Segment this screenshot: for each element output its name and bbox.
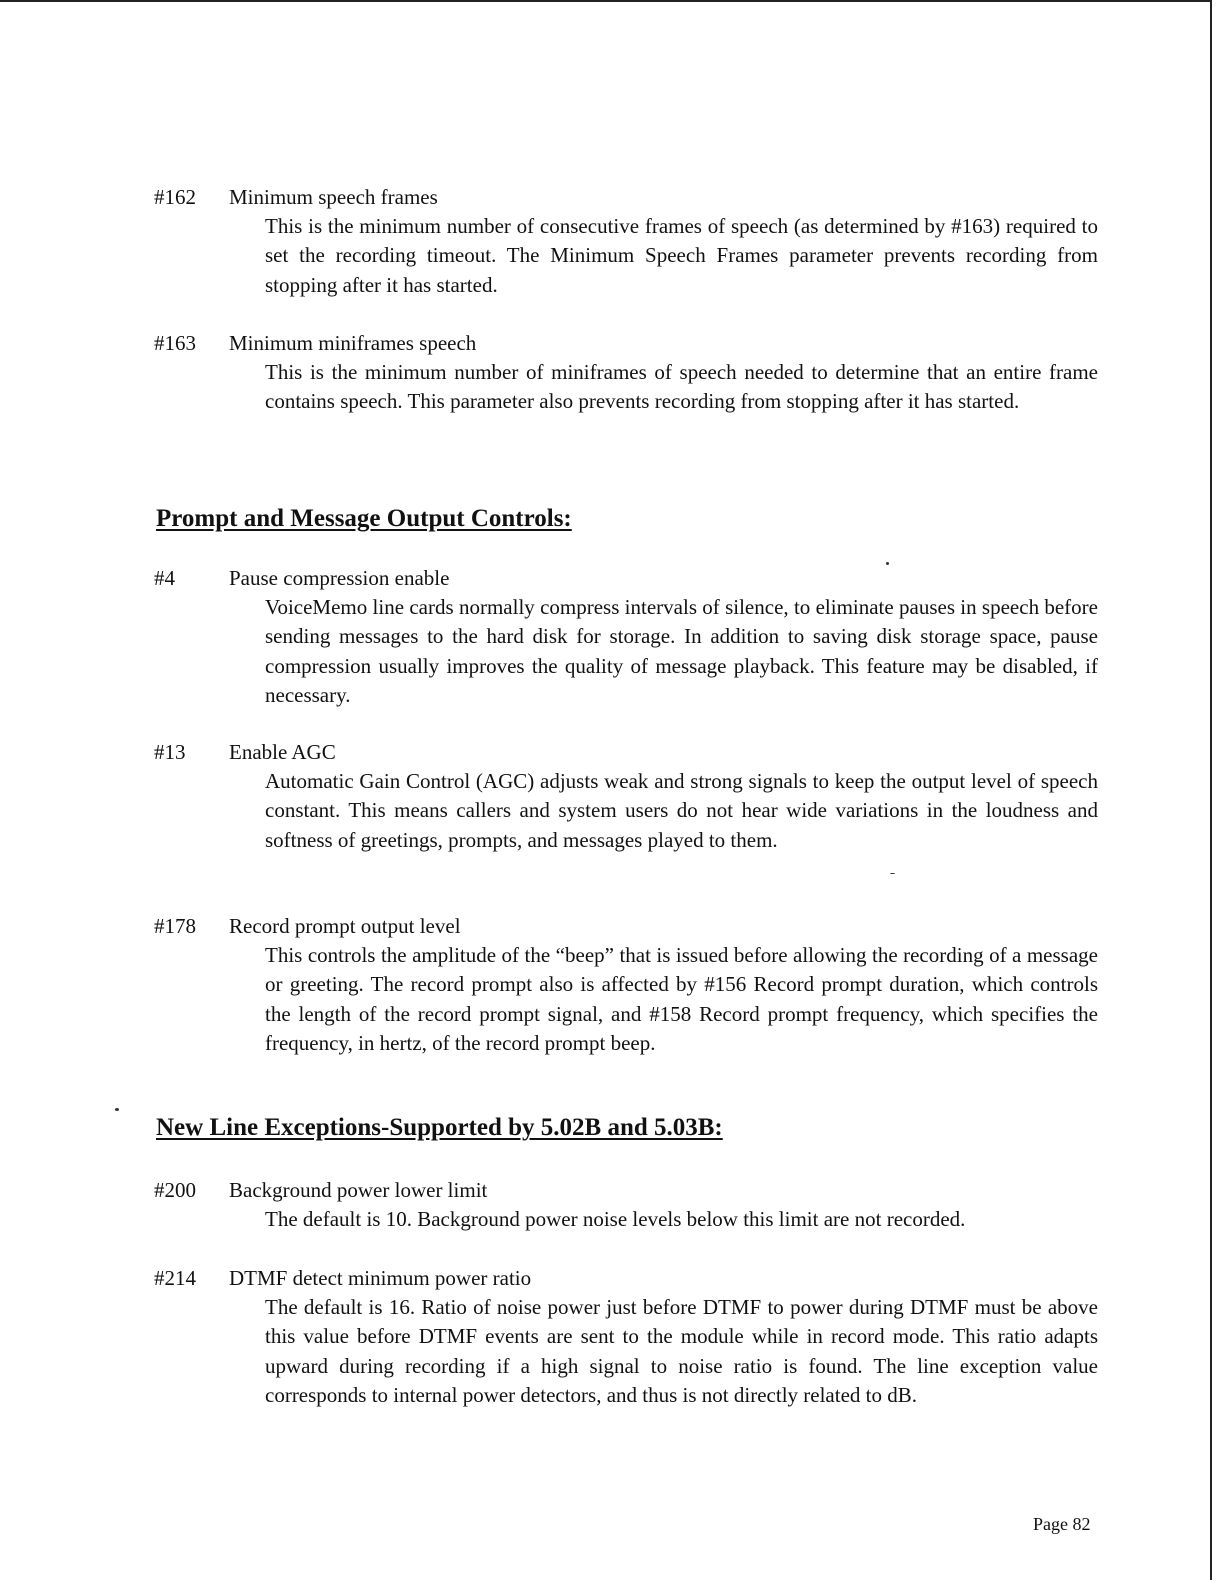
scan-speck [890, 873, 895, 874]
entry-number: #178 [154, 914, 196, 938]
entry-number: #200 [154, 1178, 196, 1202]
entry-title: Minimum miniframes speech [229, 331, 477, 355]
section-heading-prompt-message-output: Prompt and Message Output Controls: [156, 505, 572, 532]
entry-title: Enable AGC [229, 740, 336, 764]
entry-title: Minimum speech frames [229, 185, 438, 209]
entry-description: The default is 10. Background power noise levels below this limit are not recorded. [265, 1207, 966, 1231]
entry-description: This is the minimum number of consecutive frames of speech (as determined by #163) required to set the recording timeout. The Minimum Speech Frames parameter prevents recording from stopping after it has started. [265, 214, 1098, 297]
entry-title: Record prompt output level [229, 914, 461, 938]
section-heading-new-line-exceptions: New Line Exceptions-Supported by 5.02B and 5.03B: [156, 1114, 723, 1141]
entry-number: #163 [154, 331, 196, 355]
scan-speck [886, 562, 889, 565]
entry-title: Background power lower limit [229, 1178, 488, 1202]
entry-title: DTMF detect minimum power ratio [229, 1266, 532, 1290]
entry-number: #13 [154, 740, 186, 764]
entry-description: The default is 16. Ratio of noise power just before DTMF to power during DTMF must be above this value before DTMF events are sent to the module while in record mode. This ratio adapts upward during recording if a high signal to noise ratio is found. The line exception value corresponds to internal power detectors, and thus is not directly related to dB. [265, 1295, 1098, 1407]
entry-description: VoiceMemo line cards normally compress intervals of silence, to eliminate pauses in speech before sending messages to the hard disk for storage. In addition to saving disk storage space, pause compression usually improves the quality of message playback. This feature may be disabled, if necessary. [265, 595, 1098, 707]
entry-title: Pause compression enable [229, 566, 450, 590]
entry-description: This is the minimum number of miniframes of speech needed to determine that an entire frame contains speech. This parameter also prevents recording from stopping after it has started. [265, 360, 1098, 414]
scan-speck [115, 1108, 119, 1111]
entry-description: Automatic Gain Control (AGC) adjusts weak and strong signals to keep the output level of speech constant. This means callers and system users do not hear wide variations in the loudness and softness of greetings, prompts, and messages played to them. [265, 769, 1098, 852]
entry-number: #4 [154, 566, 175, 590]
page-number: Page 82 [1033, 1514, 1091, 1534]
entry-number: #214 [154, 1266, 196, 1290]
entry-description: This controls the amplitude of the “beep” that is issued before allowing the recording of a message or greeting. The record prompt also is affected by #156 Record prompt duration, which controls the length of the record prompt signal, and #158 Record prompt frequency, which specifies the frequency, in hertz, of the record prompt beep. [265, 943, 1098, 1055]
entry-number: #162 [154, 185, 196, 209]
